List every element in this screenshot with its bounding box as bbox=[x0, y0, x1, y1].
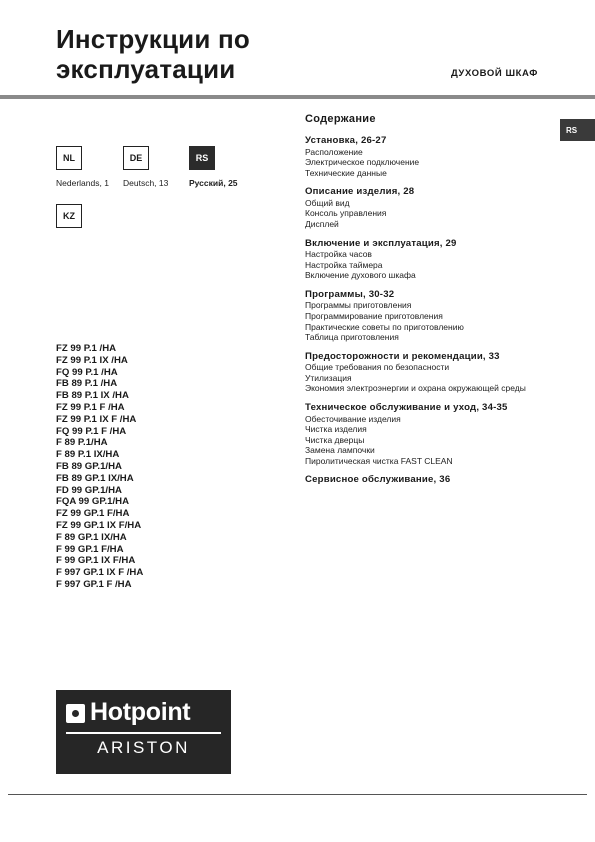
model-list bbox=[56, 343, 143, 591]
model-item: FB 89 P.1 IX /HA bbox=[56, 390, 129, 402]
toc-item[interactable]: Дисплей bbox=[305, 218, 339, 229]
title-line-2: эксплуатации bbox=[56, 54, 236, 84]
language-box-rs[interactable]: RS bbox=[189, 146, 215, 170]
language-box-nl[interactable]: NL bbox=[56, 146, 82, 170]
footer-divider bbox=[8, 794, 587, 795]
toc-item[interactable]: Пиролитическая чистка FAST CLEAN bbox=[305, 455, 453, 466]
toc-item[interactable]: Общий вид bbox=[305, 197, 350, 208]
toc-section-installation bbox=[305, 135, 535, 178]
toc-item[interactable]: Включение духового шкафа bbox=[305, 270, 416, 281]
toc-item[interactable]: Практические советы по приготовлению bbox=[305, 321, 464, 332]
toc-section-maintenance bbox=[305, 402, 535, 466]
title-line-1: Инструкции по bbox=[56, 24, 250, 54]
model-item: FQ 99 P.1 /HA bbox=[56, 366, 118, 378]
language-box-kz[interactable]: KZ bbox=[56, 204, 82, 228]
language-side-tab: RS bbox=[560, 119, 595, 141]
model-item: FB 89 GP.1/HA bbox=[56, 460, 122, 472]
toc-item[interactable]: Настройка таймера bbox=[305, 259, 383, 270]
model-item: FZ 99 P.1 IX F /HA bbox=[56, 413, 137, 425]
toc-section-title[interactable]: Описание изделия, 28 bbox=[305, 186, 415, 198]
model-item: FZ 99 P.1 IX /HA bbox=[56, 354, 128, 366]
toc-section-title[interactable]: Техническое обслуживание и уход, 34-35 bbox=[305, 402, 508, 413]
toc-item[interactable]: Программирование приготовления bbox=[305, 310, 443, 321]
toc-item[interactable]: Общие требования по безопасности bbox=[305, 362, 450, 373]
toc-section-title[interactable]: Предосторожности и рекомендации, 33 bbox=[305, 350, 500, 362]
toc-section-service bbox=[305, 474, 535, 486]
toc-section-title[interactable]: Программы, 30-32 bbox=[305, 288, 395, 300]
model-item: FD 99 GP.1/HA bbox=[56, 484, 122, 496]
model-item: F 89 P.1 IX/HA bbox=[56, 449, 120, 461]
logo-divider bbox=[66, 732, 221, 734]
toc-item[interactable]: Программы приготовления bbox=[305, 300, 412, 311]
toc-item[interactable]: Чистка дверцы bbox=[305, 434, 365, 445]
toc-section-title[interactable]: Включение и эксплуатация, 29 bbox=[305, 237, 457, 249]
language-label-rs: Русский, 25 bbox=[189, 178, 238, 188]
logo-mark-icon bbox=[66, 704, 85, 723]
toc-section-precautions bbox=[305, 351, 535, 394]
toc-item[interactable]: Таблица приготовления bbox=[305, 332, 399, 343]
model-item: FQA 99 GP.1/HA bbox=[56, 496, 130, 508]
toc-section-title[interactable]: Сервисное обслуживание, 36 bbox=[305, 474, 451, 486]
model-item: FB 89 GP.1 IX/HA bbox=[56, 472, 134, 484]
toc-section-programs bbox=[305, 289, 535, 343]
toc-section-title[interactable]: Установка, 26-27 bbox=[305, 135, 387, 146]
toc-item[interactable]: Настройка часов bbox=[305, 249, 372, 260]
logo-brand-text: Hotpoint bbox=[90, 698, 191, 726]
brand-logo bbox=[56, 690, 231, 774]
model-item: F 89 P.1/HA bbox=[56, 437, 108, 449]
toc-item[interactable]: Консоль управления bbox=[305, 208, 387, 219]
model-item: FB 89 P.1 /HA bbox=[56, 378, 118, 390]
header-divider bbox=[0, 95, 595, 99]
toc-section-description bbox=[305, 186, 535, 229]
language-box-de[interactable]: DE bbox=[123, 146, 149, 170]
toc-item[interactable]: Обесточивание изделия bbox=[305, 413, 401, 424]
model-item: F 997 GP.1 F /HA bbox=[56, 578, 132, 590]
toc-heading: Содержание bbox=[305, 113, 376, 125]
language-label-nl: Nederlands, 1 bbox=[56, 178, 109, 188]
toc-item[interactable]: Замена лампочки bbox=[305, 445, 375, 456]
language-label-de: Deutsch, 13 bbox=[123, 178, 169, 188]
toc-item[interactable]: Чистка изделия bbox=[305, 424, 367, 435]
model-item: FQ 99 P.1 F /HA bbox=[56, 425, 127, 437]
toc-item[interactable]: Расположение bbox=[305, 146, 363, 157]
model-item: FZ 99 P.1 F /HA bbox=[56, 401, 125, 413]
table-of-contents bbox=[305, 113, 535, 494]
model-item: F 89 GP.1 IX/HA bbox=[56, 531, 127, 543]
toc-item[interactable]: Утилизация bbox=[305, 372, 352, 383]
toc-section-operation bbox=[305, 238, 535, 281]
model-item: F 99 GP.1 IX F/HA bbox=[56, 555, 136, 567]
toc-item[interactable]: Экономия электроэнергии и охрана окружающей среды bbox=[305, 383, 526, 394]
page-title bbox=[56, 24, 250, 84]
toc-item[interactable]: Технические данные bbox=[305, 167, 387, 178]
product-type: ДУХОВОЙ ШКАФ bbox=[450, 68, 538, 79]
model-item: F 997 GP.1 IX F /HA bbox=[56, 567, 144, 579]
model-item: FZ 99 GP.1 F/HA bbox=[56, 508, 130, 520]
toc-item[interactable]: Электрическое подключение bbox=[305, 157, 420, 168]
model-item: F 99 GP.1 F/HA bbox=[56, 543, 124, 555]
model-item: FZ 99 P.1 /HA bbox=[56, 343, 117, 354]
model-item: FZ 99 GP.1 IX F/HA bbox=[56, 519, 142, 531]
logo-sub-text: ARISTON bbox=[97, 738, 190, 757]
